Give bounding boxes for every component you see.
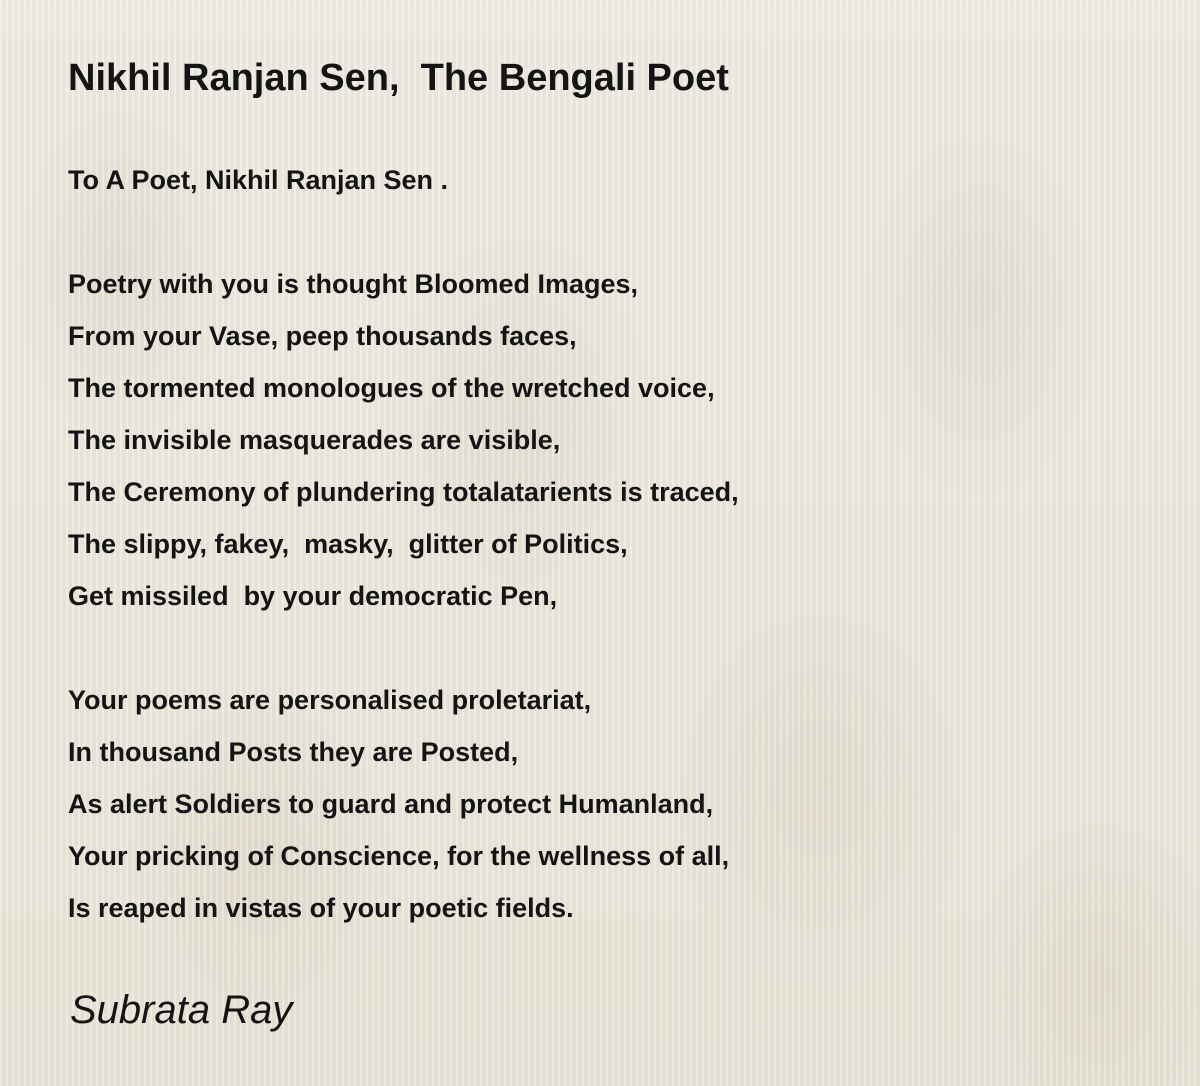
poem-line: The slippy, fakey, masky, glitter of Politics, bbox=[68, 529, 628, 559]
poem-line: The invisible masquerades are visible, bbox=[68, 425, 561, 455]
poem-line: Poetry with you is thought Bloomed Images, bbox=[68, 269, 639, 299]
poem-line: Your poems are personalised proletariat, bbox=[68, 685, 592, 715]
poem-author: Subrata Ray bbox=[70, 988, 293, 1032]
poem-line: The tormented monologues of the wretched voice, bbox=[68, 373, 715, 403]
stanza-1 bbox=[68, 258, 1168, 622]
poem-line: Your pricking of Conscience, for the wellness of all, bbox=[68, 841, 730, 871]
stanza-2 bbox=[68, 674, 1168, 934]
poem-dedication: To A Poet, Nikhil Ranjan Sen . bbox=[68, 165, 449, 195]
stanza-gap bbox=[68, 206, 1168, 258]
poem-line: Is reaped in vistas of your poetic fields. bbox=[68, 893, 574, 923]
poem-line: In thousand Posts they are Posted, bbox=[68, 737, 519, 767]
poem-title: Nikhil Ranjan Sen, The Bengali Poet bbox=[68, 57, 729, 99]
poem-line: Get missiled by your democratic Pen, bbox=[68, 581, 558, 611]
poem-line: From your Vase, peep thousands faces, bbox=[68, 321, 577, 351]
poem-body bbox=[68, 154, 1168, 934]
poem-line: The Ceremony of plundering totalatarients is traced, bbox=[68, 477, 739, 507]
poem-line: As alert Soldiers to guard and protect Humanland, bbox=[68, 789, 714, 819]
stanza-gap bbox=[68, 622, 1168, 674]
